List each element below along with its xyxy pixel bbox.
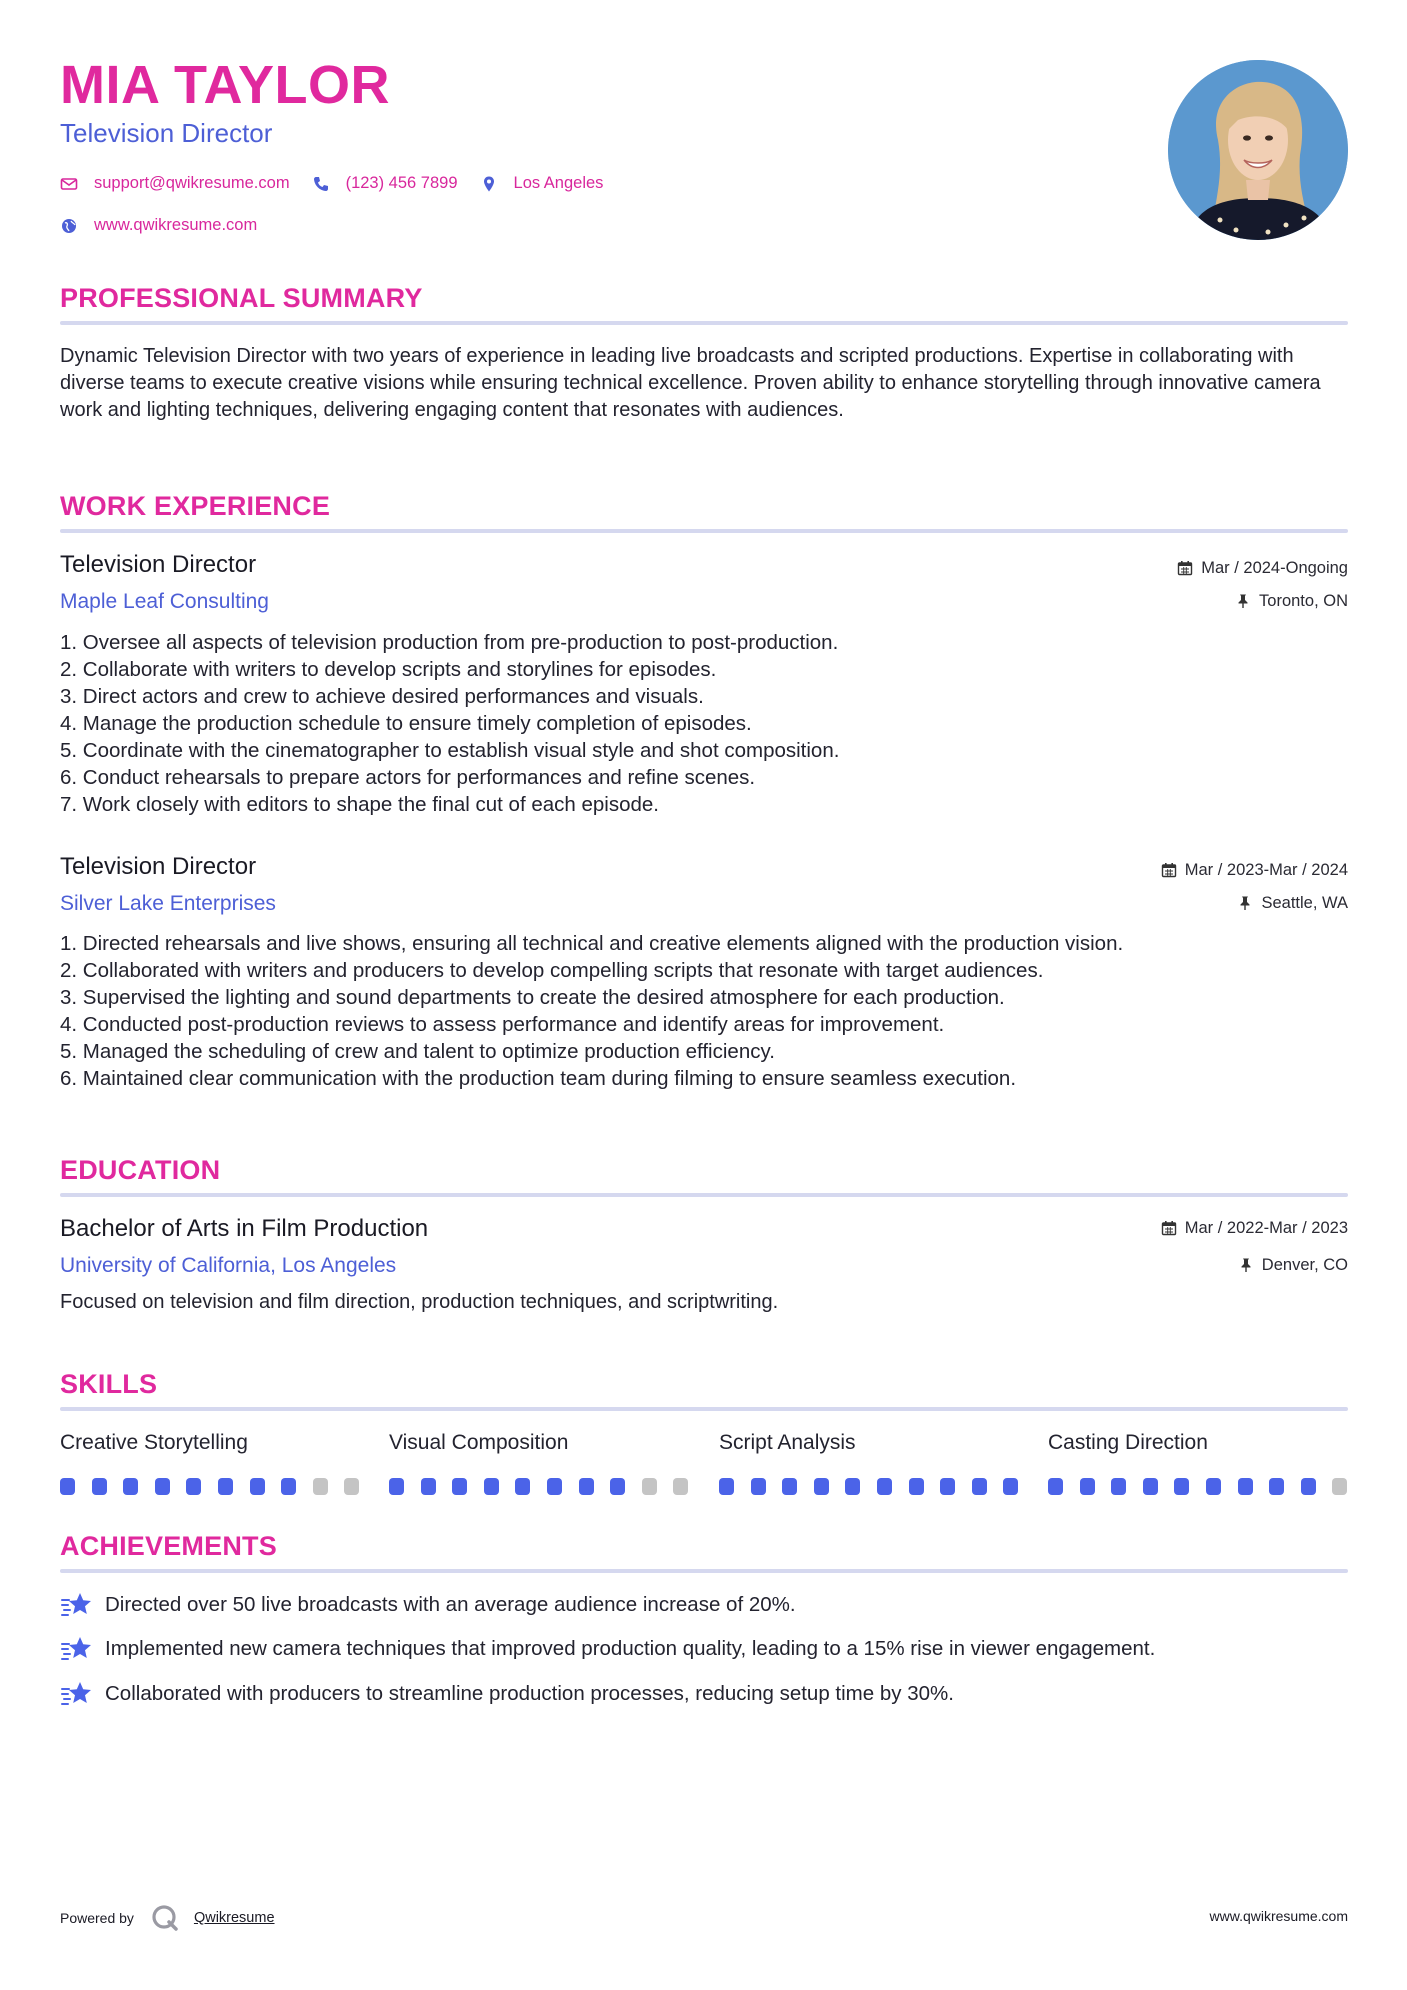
contact-phone[interactable]: [312, 174, 458, 193]
skill-level-dots: [1048, 1478, 1364, 1495]
skill-dot-filled: [92, 1478, 107, 1495]
list-item: 3. Direct actors and crew to achieve desired performances and visuals.: [60, 685, 704, 708]
skill-dot-filled: [1269, 1478, 1284, 1495]
skill-item: [1048, 1432, 1348, 1453]
skill-dot-filled: [610, 1478, 625, 1495]
skill-level-dots: [60, 1478, 376, 1495]
skill-dot-filled: [1143, 1478, 1158, 1495]
achievement-item: [60, 1591, 796, 1619]
skill-name: Script Analysis: [719, 1431, 856, 1454]
list-item: 4. Conducted post-production reviews to assess performance and identify areas for improvement.: [60, 1013, 945, 1036]
list-item: 1. Directed rehearsals and live shows, ensuring all technical and creative elements aligned with the production vision.: [60, 932, 1124, 955]
job-dates-text: Mar / 2024-Ongoing: [1201, 559, 1348, 577]
email-text: support@qwikresume.com: [94, 174, 290, 192]
education-degree: Bachelor of Arts in Film Production: [60, 1215, 429, 1242]
job-company: Silver Lake Enterprises: [60, 892, 276, 915]
skill-dot-empty: [642, 1478, 657, 1495]
achievement-text: Implemented new camera techniques that improved production quality, leading to a 15% rise in viewer engagement.: [105, 1637, 1156, 1660]
skill-item: [719, 1432, 1019, 1453]
profile-photo-illustration: [1168, 60, 1348, 240]
job-dates: [1161, 862, 1348, 879]
achievement-text: Collaborated with producers to streamline production processes, reducing setup time by 30%.: [105, 1682, 954, 1705]
skill-dot-filled: [515, 1478, 530, 1495]
list-item: 6. Conduct rehearsals to prepare actors for performances and refine scenes.: [60, 766, 756, 789]
skill-dot-filled: [547, 1478, 562, 1495]
education-description: Focused on television and film direction, production techniques, and scriptwriting.: [60, 1291, 779, 1313]
pushpin-icon: [1235, 593, 1251, 609]
skill-dot-empty: [673, 1478, 688, 1495]
skill-dot-filled: [250, 1478, 265, 1495]
job-dates-text: Mar / 2023-Mar / 2024: [1184, 861, 1348, 879]
achievement-text: Directed over 50 live broadcasts with an average audience increase of 20%.: [105, 1593, 796, 1616]
contact-location: [480, 174, 604, 193]
skill-item: [60, 1432, 360, 1453]
qwikresume-logo-icon: [150, 1903, 180, 1933]
skill-dot-filled: [1174, 1478, 1189, 1495]
list-item: 4. Manage the production schedule to ensure timely completion of episodes.: [60, 712, 752, 735]
star-icon: [60, 1680, 93, 1708]
contact-email[interactable]: [60, 174, 290, 193]
achievements-title: ACHIEVEMENTS: [60, 1531, 277, 1561]
profile-photo: [1168, 60, 1348, 240]
job-title: Television Director: [60, 551, 257, 578]
skill-dot-filled: [1003, 1478, 1018, 1495]
skill-dot-filled: [814, 1478, 829, 1495]
skill-dot-filled: [421, 1478, 436, 1495]
skill-name: Casting Direction: [1048, 1431, 1208, 1454]
job-company: Maple Leaf Consulting: [60, 590, 269, 613]
skill-dot-filled: [281, 1478, 296, 1495]
skill-item: [389, 1432, 689, 1453]
skill-dot-filled: [186, 1478, 201, 1495]
skill-dot-filled: [845, 1478, 860, 1495]
skill-dot-filled: [1206, 1478, 1221, 1495]
calendar-icon: [1161, 1220, 1177, 1236]
skill-dot-filled: [1301, 1478, 1316, 1495]
contact-row-website: [60, 216, 279, 235]
summary-text: Dynamic Television Director with two years of experience in leading live broadcasts and scripted productions. Expertise in collaborating with diverse teams to execute creative visions while ensuring technical excellence. Proven ability to enhance storytelling through innovative camera work and lighting techniques, delivering engaging content that resonates with audiences.: [60, 345, 1321, 421]
skill-dot-filled: [719, 1478, 734, 1495]
skill-name: Visual Composition: [389, 1431, 569, 1454]
education-title: EDUCATION: [60, 1155, 221, 1185]
skill-dot-filled: [123, 1478, 138, 1495]
list-item: 5. Coordinate with the cinematographer to establish visual style and shot composition.: [60, 739, 840, 762]
job-responsibilities: [60, 629, 1350, 818]
location-pin-icon: [480, 175, 498, 193]
candidate-name: MIA TAYLOR: [60, 55, 391, 115]
list-item: 2. Collaborate with writers to develop scripts and storylines for episodes.: [60, 658, 717, 681]
contact-row: [60, 174, 625, 193]
job-location-text: Toronto, ON: [1259, 592, 1348, 610]
skill-dot-empty: [313, 1478, 328, 1495]
list-item: 2. Collaborated with writers and producers to develop compelling scripts that resonate with target audiences.: [60, 959, 1044, 982]
star-icon: [60, 1591, 93, 1619]
mail-icon: [60, 175, 78, 193]
section-divider: [60, 1193, 1348, 1197]
website-text: www.qwikresume.com: [94, 216, 258, 234]
candidate-role: Television Director: [60, 118, 273, 148]
list-item: 1. Oversee all aspects of television production from pre-production to post-production.: [60, 631, 839, 654]
skill-dot-filled: [1111, 1478, 1126, 1495]
skill-dot-filled: [155, 1478, 170, 1495]
education-dates-text: Mar / 2022-Mar / 2023: [1184, 1219, 1348, 1237]
section-divider: [60, 1407, 1348, 1411]
skill-dot-empty: [1332, 1478, 1347, 1495]
phone-text: (123) 456 7899: [345, 174, 458, 192]
skill-dot-filled: [877, 1478, 892, 1495]
skill-name: Creative Storytelling: [60, 1431, 248, 1454]
achievement-item: [60, 1635, 1155, 1663]
pushpin-icon: [1238, 1257, 1254, 1273]
education-dates: [1161, 1220, 1348, 1237]
skill-dot-filled: [452, 1478, 467, 1495]
calendar-icon: [1161, 862, 1177, 878]
footer-powered-by: [60, 1903, 275, 1933]
achievement-item: [60, 1680, 954, 1708]
powered-by-label: Powered by: [60, 1910, 134, 1926]
section-divider: [60, 1569, 1348, 1573]
list-item: 6. Maintained clear communication with the production team during filming to ensure seamless execution.: [60, 1067, 1017, 1090]
skill-dot-filled: [218, 1478, 233, 1495]
job-dates: [1177, 560, 1348, 577]
job-location: [1235, 593, 1348, 610]
globe-icon: [60, 217, 78, 235]
footer-website[interactable]: www.qwikresume.com: [1209, 1908, 1348, 1924]
qwikresume-link[interactable]: Qwikresume: [193, 1910, 275, 1926]
skill-dot-empty: [344, 1478, 359, 1495]
list-item: 5. Managed the scheduling of crew and talent to optimize production efficiency.: [60, 1040, 775, 1063]
skill-dot-filled: [60, 1478, 75, 1495]
education-school: University of California, Los Angeles: [60, 1254, 397, 1277]
job-responsibilities: [60, 930, 1350, 1092]
skill-dot-filled: [1048, 1478, 1063, 1495]
calendar-icon: [1177, 560, 1193, 576]
skill-dot-filled: [389, 1478, 404, 1495]
experience-title: WORK EXPERIENCE: [60, 491, 331, 521]
job-location: [1237, 895, 1348, 912]
section-divider: [60, 529, 1348, 533]
contact-website[interactable]: [60, 216, 257, 235]
location-text: Los Angeles: [513, 174, 604, 192]
skill-dot-filled: [579, 1478, 594, 1495]
skill-dot-filled: [909, 1478, 924, 1495]
skill-dot-filled: [940, 1478, 955, 1495]
job-location-text: Seattle, WA: [1261, 894, 1348, 912]
skill-dot-filled: [782, 1478, 797, 1495]
skill-dot-filled: [484, 1478, 499, 1495]
skill-level-dots: [389, 1478, 705, 1495]
skill-level-dots: [719, 1478, 1035, 1495]
education-location: [1238, 1257, 1348, 1274]
star-icon: [60, 1635, 93, 1663]
job-title: Television Director: [60, 853, 257, 880]
summary-title: PROFESSIONAL SUMMARY: [60, 283, 423, 313]
phone-icon: [312, 175, 330, 193]
skill-dot-filled: [972, 1478, 987, 1495]
list-item: 3. Supervised the lighting and sound departments to create the desired atmosphere for each production.: [60, 986, 1005, 1009]
skills-title: SKILLS: [60, 1369, 158, 1399]
skill-dot-filled: [1080, 1478, 1095, 1495]
education-location-text: Denver, CO: [1261, 1256, 1348, 1274]
pushpin-icon: [1237, 895, 1253, 911]
list-item: 7. Work closely with editors to shape the final cut of each episode.: [60, 793, 660, 816]
skill-dot-filled: [1238, 1478, 1253, 1495]
section-divider: [60, 321, 1348, 325]
skill-dot-filled: [751, 1478, 766, 1495]
